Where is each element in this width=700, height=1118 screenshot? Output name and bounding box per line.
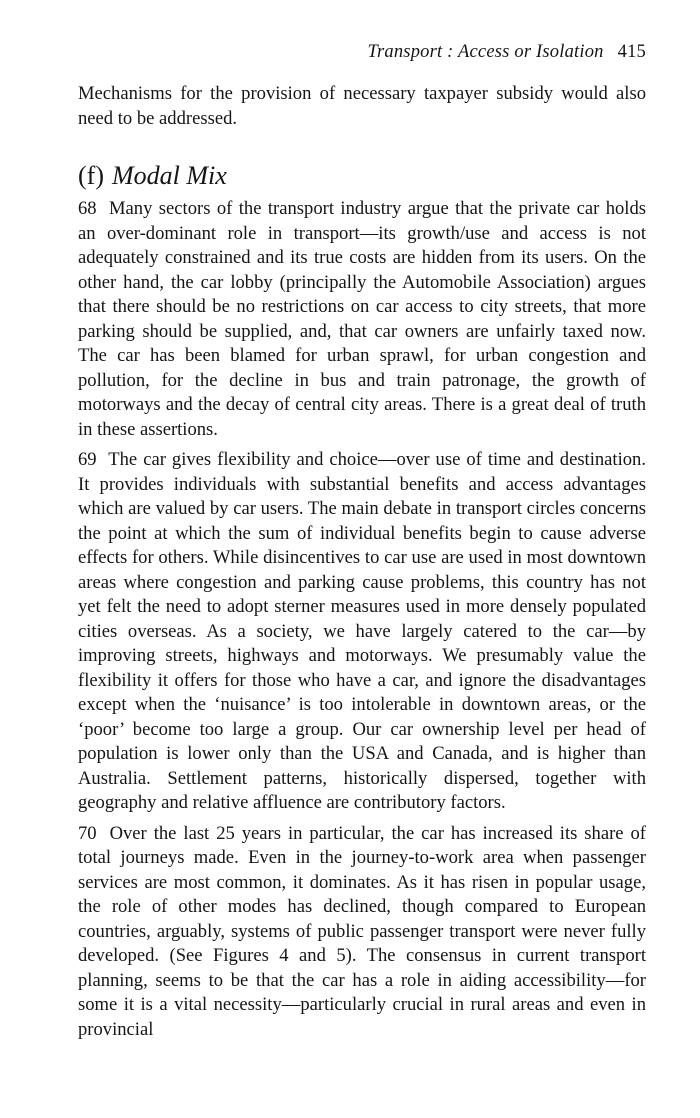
paragraph-69 (78, 448, 646, 816)
running-title: Transport : Access or Isolation (367, 42, 604, 62)
section-title: Modal Mix (111, 161, 227, 190)
section-label: (f) (78, 161, 104, 190)
paragraph-70 (78, 822, 646, 1043)
paragraph-68 (78, 197, 646, 442)
document-page (78, 40, 646, 1042)
paragraph-text: The car gives flexibility and choice—over use of time and destination. It provides individuals with substantial benefits and access advantages which are valued by car users. The main debate in transport circles concerns the point at which the sum of individual benefits begin to cause adverse effects for others. While disincentives to car use are used in most downtown areas where congestion and parking cause problems, this country has not yet felt the need to adopt sterner measures used in more densely populated cities overseas. As a society, we have largely catered to the car—by improving streets, highways and motorways. We presumably value the flexibility it offers for those who have a car, and ignore the disadvantages except when the ‘nuisance’ is too intolerable in downtown areas, or the ‘poor’ become too large a group. Our car ownership level per head of population is lower only than the USA and Canada, and is higher than Australia. Settlement patterns, historically dispersed, together with geography and relative affluence are contributory factors. (78, 449, 647, 813)
lead-paragraph: Mechanisms for the provision of necessary taxpayer subsidy would also need to be addressed. (78, 83, 646, 129)
running-header (78, 40, 646, 70)
page-number: 415 (617, 42, 646, 62)
paragraph-text: Over the last 25 years in particular, the car has increased its share of total journeys made. Even in the journey-to-work area when passenger services are most common, it dominates. As it has risen in popular usage, the role of other modes has declined, though compared to European countries, arguably, systems of public passenger transport were never fully developed. (See Figures 4 and 5). The consensus in current transport planning, seems to be that the car has a role in aiding accessibility—for some it is a vital necessity—particularly crucial in rural areas and even in provincial (78, 822, 647, 1040)
section-heading (78, 161, 646, 191)
paragraph-number: 68 (78, 198, 97, 219)
paragraph-number: 69 (78, 449, 97, 470)
paragraph-number: 70 (78, 822, 97, 844)
paragraph-text: Many sectors of the transport industry argue that the private car holds an over-dominant role in transport—its growth/use and access is not adequately constrained and its true costs are hidden from its users. On the other hand, the car lobby (principally the Automobile Association) argues that there should be no restrictions on car access to city streets, that more parking should be supplied, and, that car owners are unfairly taxed now. The car has been blamed for urban sprawl, for urban congestion and pollution, for the decline in bus and train patronage, the growth of motorways and the decay of central city areas. There is a great deal of truth in these assertions. (78, 198, 646, 440)
